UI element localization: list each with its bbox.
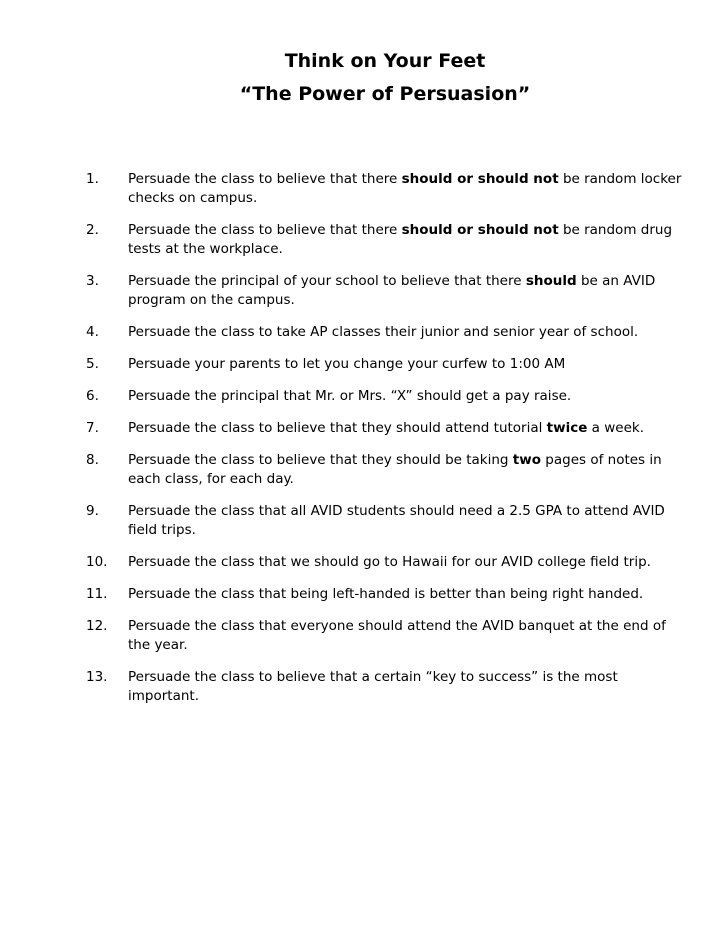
item-text-plain: a week. (587, 420, 645, 436)
item-text (128, 585, 688, 604)
item-number: 9. (86, 503, 99, 519)
list-item (0, 419, 728, 438)
item-number: 2. (86, 222, 99, 238)
document-title: Think on Your Feet (284, 50, 486, 72)
item-number: 8. (86, 452, 99, 468)
item-text-plain: Persuade your parents to let you change your curfew to 1:00 AM (128, 356, 566, 372)
item-number: 5. (86, 356, 99, 372)
item-text-plain: Persuade the class to believe that they should be taking (128, 452, 513, 468)
list-item (0, 617, 728, 655)
item-text-plain: Persuade the class to believe that a certain “key to success” is the most important. (128, 669, 618, 704)
item-number: 11. (86, 586, 108, 602)
list-item (0, 668, 728, 706)
item-text-emphasis: should or should not (401, 222, 559, 238)
document-subtitle: “The Power of Persuasion” (239, 83, 531, 105)
list-item (0, 272, 728, 310)
item-text-plain: Persuade the class to believe that there (128, 222, 402, 238)
item-text-plain: Persuade the class to believe that there (128, 171, 402, 187)
list-item (0, 355, 728, 374)
item-text-emphasis: two (512, 452, 541, 468)
item-text (128, 387, 688, 406)
list-item (0, 170, 728, 208)
item-text (128, 355, 688, 374)
title-block (0, 45, 728, 111)
item-text-plain: Persuade the class that all AVID students should need a 2.5 GPA to attend AVID field trips. (128, 503, 665, 538)
item-text (128, 668, 688, 706)
item-text-plain: Persuade the class to believe that they should attend tutorial (128, 420, 547, 436)
item-text-plain: pages of notes in each class, for each day. (128, 452, 662, 487)
list-item (0, 585, 728, 604)
item-text-plain: Persuade the principal of your school to believe that there (128, 273, 526, 289)
item-text-plain: be random drug tests at the workplace. (128, 222, 673, 257)
item-text (128, 323, 688, 342)
item-text (128, 419, 688, 438)
list-item (0, 221, 728, 259)
item-text-plain: Persuade the class that everyone should attend the AVID banquet at the end of the year. (128, 618, 666, 653)
item-number: 1. (86, 171, 99, 187)
item-text-plain: Persuade the class that we should go to Hawaii for our AVID college field trip. (128, 554, 651, 570)
item-text (128, 617, 688, 655)
list-item (0, 553, 728, 572)
item-number: 3. (86, 273, 99, 289)
item-number: 10. (86, 554, 108, 570)
item-number: 4. (86, 324, 99, 340)
item-text (128, 221, 688, 259)
item-number: 13. (86, 669, 108, 685)
item-text-emphasis: twice (546, 420, 588, 436)
prompt-list (0, 170, 728, 719)
item-text (128, 170, 688, 208)
item-text-plain: Persuade the principal that Mr. or Mrs. “X” should get a pay raise. (128, 388, 572, 404)
list-item (0, 502, 728, 540)
item-text (128, 272, 688, 310)
item-number: 7. (86, 420, 99, 436)
item-text-plain: be an AVID program on the campus. (128, 273, 656, 308)
item-number: 12. (86, 618, 108, 634)
item-text (128, 553, 688, 572)
item-text (128, 451, 688, 489)
list-item (0, 451, 728, 489)
item-text-plain: Persuade the class to take AP classes their junior and senior year of school. (128, 324, 639, 340)
item-number: 6. (86, 388, 99, 404)
item-text-emphasis: should or should not (401, 171, 559, 187)
item-text (128, 502, 688, 540)
item-text-plain: be random locker checks on campus. (128, 171, 682, 206)
item-text-plain: Persuade the class that being left-handed is better than being right handed. (128, 586, 644, 602)
list-item (0, 323, 728, 342)
item-text-emphasis: should (525, 273, 577, 289)
list-item (0, 387, 728, 406)
